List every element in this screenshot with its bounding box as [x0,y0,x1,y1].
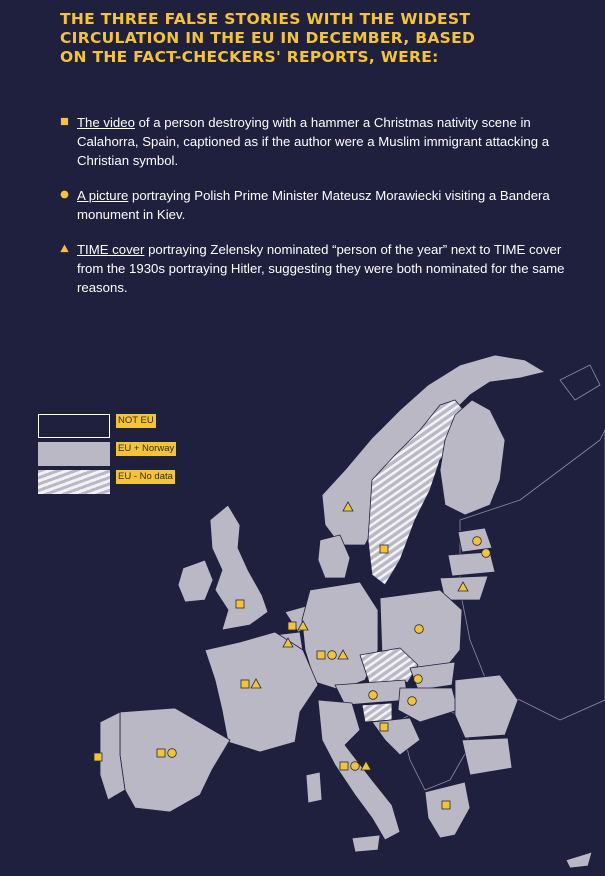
marker-square-icon [317,651,325,659]
marker-square-icon [241,680,249,688]
story-text: portraying Polish Prime Minister Mateusz Morawiecki visiting a Bandera monument in Kiev. [77,188,550,222]
legend-item-no-data [38,470,176,494]
country-uk [210,505,268,630]
marker-circle-icon [414,675,423,684]
marker-circle-icon [473,537,482,546]
country-cyprus [566,852,592,868]
story-text: portraying Zelensky nominated “person of the year” next to TIME cover from the 1930s portraying Hitler, suggesting they were both nominated for the same reasons. [77,242,565,295]
country-sicily [352,835,380,852]
map-legend [38,414,176,498]
legend-item-not-eu [38,414,176,438]
legend-swatch-not-eu [38,414,110,438]
marker-square-icon [442,801,450,809]
marker-square-icon [157,749,165,757]
marker-square-icon [94,753,102,761]
story-text: of a person destroying with a hammer a Christmas nativity scene in Calahorra, Spain, captioned as if the author were a Muslim immigrant attacking a Christian symbol. [77,115,550,168]
country-greece [425,782,470,838]
marker-triangle-icon [361,761,371,770]
story-link[interactable]: A picture [77,188,129,203]
svalbard-outline [560,365,600,400]
legend-swatch-eu-norway [38,442,110,466]
legend-item-eu-norway [38,442,176,466]
marker-square-icon [236,600,244,608]
marker-square-icon [340,762,348,770]
country-bulgaria [462,738,512,775]
country-spain [120,708,230,812]
story-link[interactable]: The video [77,115,135,130]
country-ireland [178,560,213,602]
marker-square-icon [380,545,388,553]
marker-circle-icon [415,625,424,634]
marker-square-icon [380,723,388,731]
page-title: THE THREE FALSE STORIES WITH THE WIDEST CIRCULATION IN THE EU IN DECEMBER, BASED ON THE FACT-CHECKERS' REPORTS, WERE: [60,10,476,66]
marker-circle-icon [168,749,177,758]
country-slovenia [362,703,392,722]
legend-label: EU - No data [118,471,173,482]
legend-label: NOT EU [118,415,154,426]
marker-circle-icon [369,691,378,700]
story-link[interactable]: TIME cover [77,242,145,257]
marker-circle-icon [408,697,417,706]
marker-circle-icon [328,651,337,660]
country-romania [455,675,518,738]
marker-circle-icon [351,762,360,771]
legend-swatch-no-data [38,470,110,494]
country-sardinia [306,772,322,803]
legend-label: EU + Norway [118,443,175,454]
marker-circle-icon [482,549,491,558]
country-france [205,632,318,752]
marker-square-icon [288,622,296,630]
